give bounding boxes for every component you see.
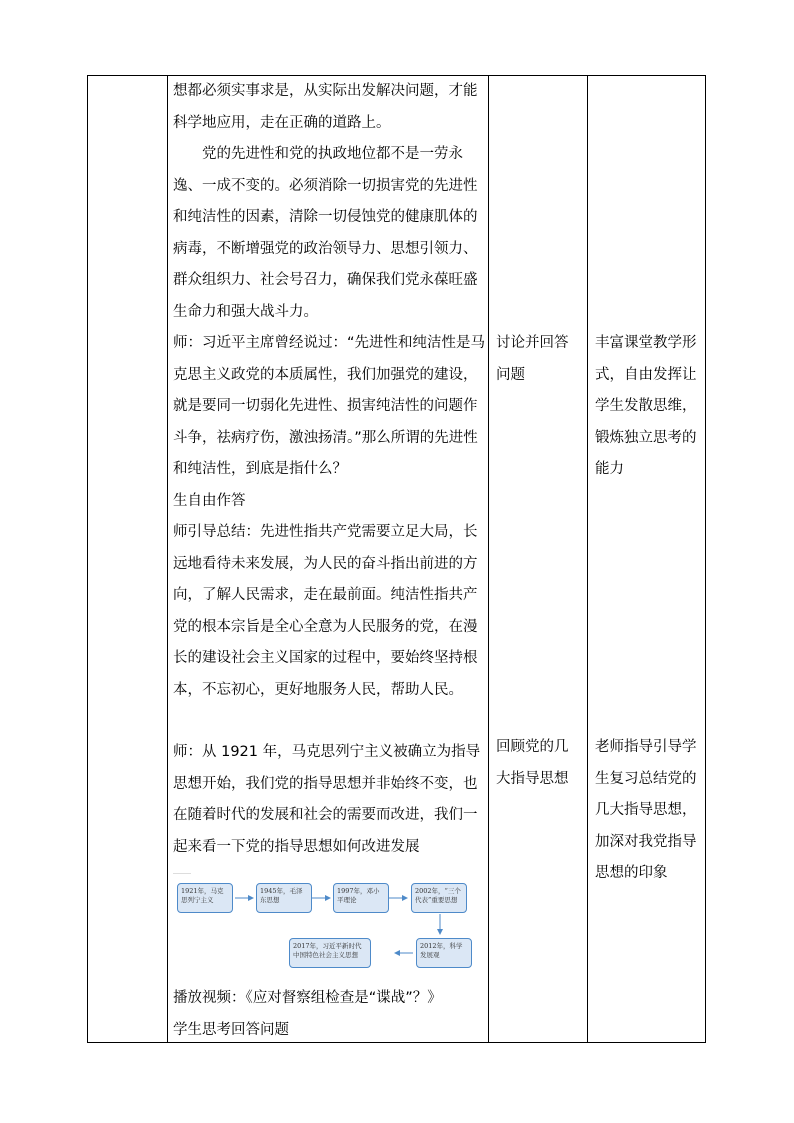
paragraph-3: 师：习近平主席曾经说过：“先进性和纯洁性是马克思主义政党的本质属性，我们加强党的建设，就是要同一切弱化先进性、损害纯洁性的问题作斗争，祛病疗伤，激浊扬清。”那么所谓的先进性和纯洁性，到底是指什么？ [173,335,486,477]
guiding-thought-flowchart [173,873,473,983]
student-activity-1: 讨论并回答问题 [496,335,569,383]
flow-node-1921: 1921年，马克思列宁主义 [177,883,233,913]
teaching-process-column [173,76,485,1046]
paragraph-8: 学生思考回答问题 [173,1021,289,1038]
paragraph-2: 党的先进性和党的执政地位都不是一劳永逸、一成不变的。必须消除一切损害党的先进性和纯洁性的因素，清除一切侵蚀党的健康肌体的病毒，不断增强党的政治领导力、思想引领力、群众组织力、社会号召力，确保我们党永葆旺盛生命力和强大战斗力。 [173,146,478,320]
paragraph-7: 播放视频：《应对督察组检查是“谍战”？》 [173,990,442,1006]
flow-node-2017: 2017年，习近平新时代中国特色社会主义思想 [289,938,371,968]
paragraph-4: 生自由作答 [173,492,246,509]
column-divider-1 [167,76,168,1042]
flow-node-1997: 1997年，邓小平理论 [333,883,389,913]
lesson-table [87,75,706,1043]
paragraph-6: 师：从 1921 年，马克思列宁主义被确立为指导思想开始，我们党的指导思想并非始终不变，也在随着时代的发展和社会的需要而改进，我们一起来看一下党的指导思想如何改进发展 [173,744,481,855]
flow-node-2012: 2012年，科学发展观 [416,938,472,968]
column-divider-3 [587,76,588,1042]
flow-node-1945: 1945年，毛泽东思想 [256,883,312,913]
design-intent-1: 丰富课堂教学形式，自由发挥让学生发散思维，锻炼独立思考的能力 [595,335,697,477]
student-activity-2: 回顾党的几大指导思想 [496,739,569,787]
column-divider-2 [488,76,489,1042]
paragraph-1: 想都必须实事求是，从实际出发解决问题，才能科学地应用，走在正确的道路上。 [173,83,478,131]
design-intent-2: 老师指导引导学生复习总结党的几大指导思想，加深对我党指导思想的印象 [595,739,697,881]
flow-node-2002: 2002年，“三个代表”重要思想 [411,883,467,913]
paragraph-5: 师引导总结：先进性指共产党需要立足大局，长远地看待未来发展，为人民的奋斗指出前进的方向，了解人民需求，走在最前面。纯洁性指共产党的根本宗旨是全心全意为人民服务的党，在漫长的建设社会主义国家的过程中，要始终坚持根本，不忘初心，更好地服务人民，帮助人民。 [173,524,478,698]
